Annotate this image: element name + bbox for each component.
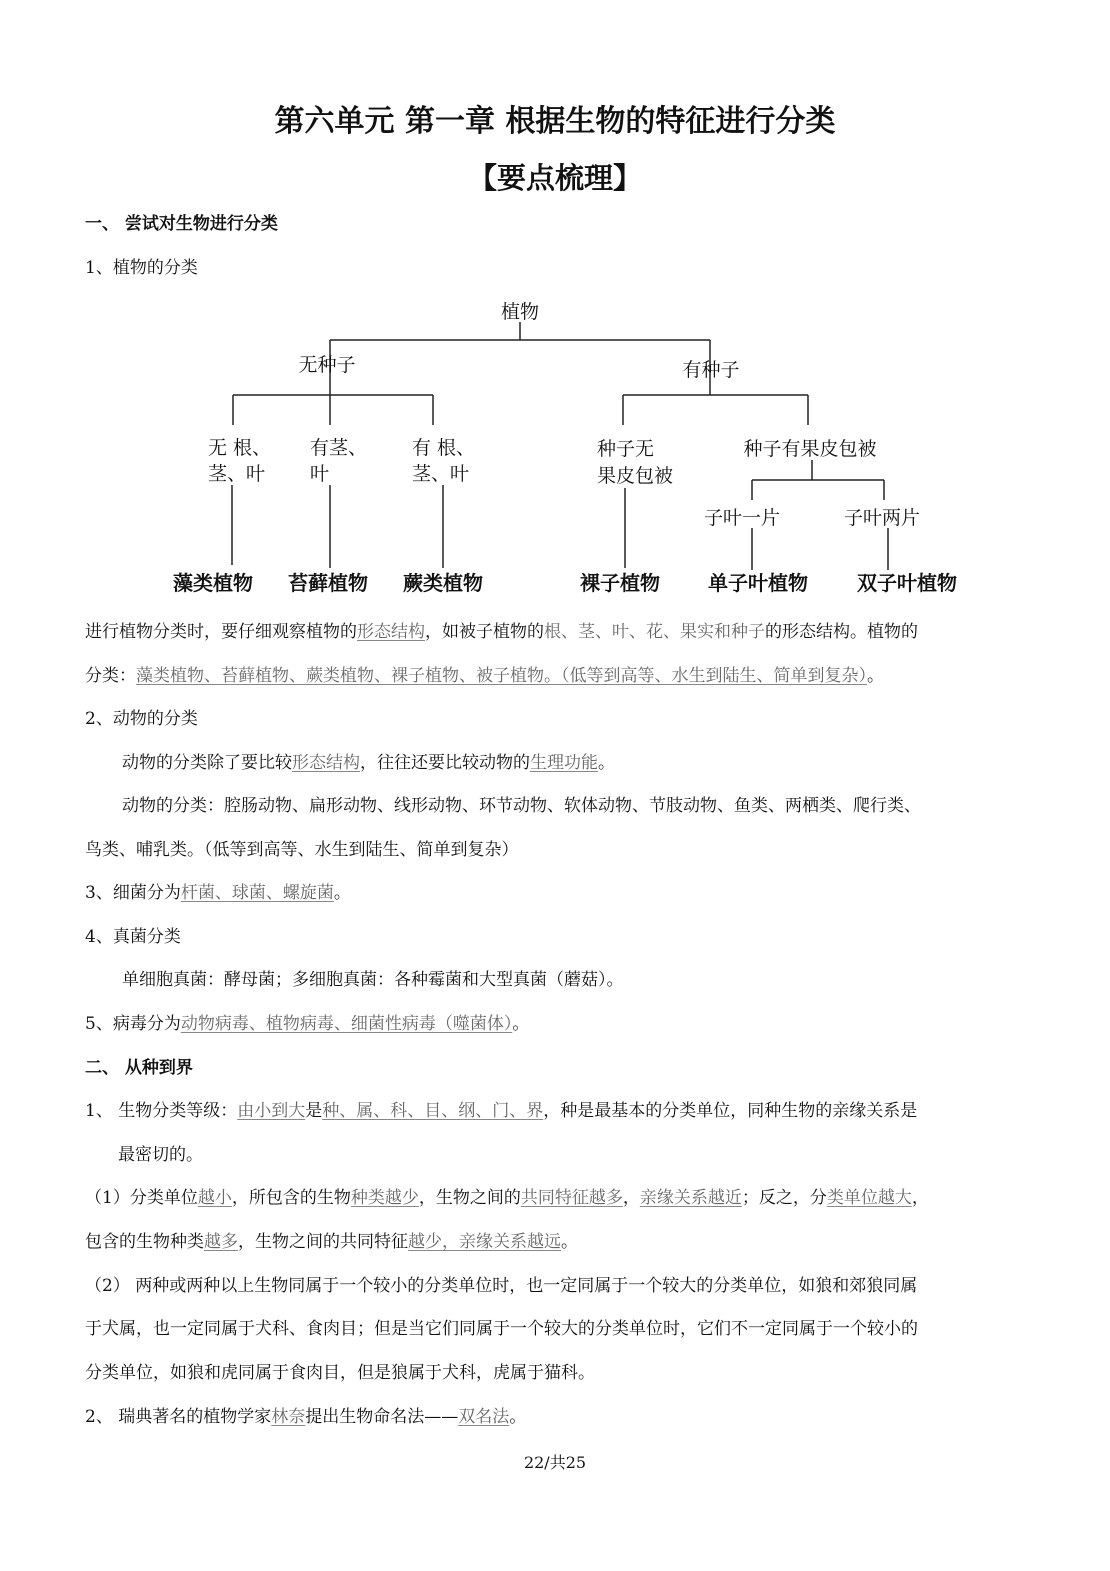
text-segment: ；反之，分 <box>741 1188 827 1208</box>
underlined-keyword: 林奈 <box>271 1407 306 1427</box>
text-segment: 动物的分类除了要比较 <box>122 753 292 773</box>
text-line <box>85 664 1045 688</box>
text-segment: 。 <box>867 666 884 686</box>
tree-connectors <box>232 322 888 570</box>
node-moss-trait: 有茎、 <box>310 437 368 459</box>
text-line <box>122 794 1082 818</box>
text-segment: 3、细菌分为 <box>85 883 181 903</box>
text-line <box>122 968 1082 992</box>
page-number: 22/共25 <box>523 1453 587 1472</box>
underlined-keyword: 类单位越大 <box>826 1188 912 1208</box>
underlined-keyword: 共同特征越多 <box>520 1188 623 1208</box>
text-segment: ，往往还要比较动物的 <box>360 753 530 773</box>
node-fern-trait: 有 根、 <box>412 437 476 459</box>
text-line <box>85 1099 1045 1123</box>
text-segment: ，如被子植物的 <box>425 622 544 642</box>
text-segment: （1）分类单位 <box>85 1188 198 1208</box>
text-line <box>85 1317 1045 1341</box>
text-line <box>85 838 1045 862</box>
text-segment: 分类： <box>85 666 136 686</box>
leaf-gymnosperm: 裸子植物 <box>580 571 660 595</box>
text-segment: ，种是最基本的分类单位，同种生物的亲缘关系是 <box>543 1101 918 1121</box>
text-segment: 单细胞真菌：酵母菌；多细胞真菌：各种霉菌和大型真菌（蘑菇）。 <box>122 970 624 990</box>
text-segment: 的形态结构。植物的 <box>765 622 918 642</box>
text-segment: 5、病毒分为 <box>85 1014 181 1034</box>
text-segment: 1、植物的分类 <box>85 258 198 278</box>
text-segment: 包含的生物种类 <box>85 1232 204 1252</box>
leaf-moss: 苔藓植物 <box>288 571 368 595</box>
underlined-keyword: 生理功能 <box>530 753 598 773</box>
text-line <box>85 1361 1045 1385</box>
underlined-keyword: 种、属、科、目、纲、门、界 <box>322 1101 544 1121</box>
text-line <box>122 751 1082 775</box>
underlined-keyword: 形态结构 <box>357 622 425 642</box>
text-line <box>85 1405 1045 1429</box>
text-segment: ，生物之间的共同特征 <box>238 1232 408 1252</box>
node-fern-trait: 茎、叶 <box>412 463 470 485</box>
node-one-cotyledon: 子叶一片 <box>703 507 781 529</box>
text-segment: 。 <box>598 753 615 773</box>
underlined-keyword: 越多 <box>204 1232 238 1252</box>
node-gymno-trait: 果皮包被 <box>597 465 674 487</box>
text-segment: 提出生物命名法—— <box>305 1407 459 1427</box>
underlined-keyword: 越小 <box>197 1188 232 1208</box>
node-seed: 有种子 <box>682 359 740 381</box>
underlined-keyword: 杆菌、球菌、螺旋菌 <box>180 883 334 903</box>
text-line <box>85 256 1045 280</box>
text-segment: 2、 瑞典著名的植物学家 <box>85 1407 272 1427</box>
leaf-fern: 蕨类植物 <box>403 571 483 595</box>
text-segment: 是 <box>305 1101 323 1121</box>
text-segment: 1、 生物分类等级： <box>85 1101 238 1121</box>
node-two-cotyledons: 子叶两片 <box>843 507 921 529</box>
text-line <box>85 1012 1045 1036</box>
text-segment: 最密切的。 <box>118 1145 203 1165</box>
text-segment: ，生物之间的 <box>418 1188 521 1208</box>
text-segment: 。 <box>333 883 351 903</box>
text-segment: ， <box>622 1188 640 1208</box>
text-line <box>85 1230 1045 1254</box>
leaf-algae: 藻类植物 <box>173 571 253 595</box>
node-algae-trait: 无 根、 <box>208 437 272 459</box>
text-line <box>85 620 1045 644</box>
text-line <box>85 212 1045 236</box>
leaf-dicot: 双子叶植物 <box>857 571 957 595</box>
plant-classification-tree <box>0 0 1110 620</box>
underlined-keyword: 动物病毒、植物病毒、细菌性病毒（噬菌体） <box>180 1014 513 1034</box>
text-line <box>85 1186 1045 1210</box>
text-segment: （2） 两种或两种以上生物同属于一个较小的分类单位时，也一定同属于一个较大的分类单位，如狼和郊狼同属 <box>85 1276 918 1296</box>
text-segment: 分类单位，如狼和虎同属于食肉目，但是狼属于犬科，虎属于猫科。 <box>85 1363 595 1383</box>
node-moss-trait: 叶 <box>310 463 330 485</box>
page-title: 第六单元 第一章 根据生物的特征进行分类 <box>274 104 836 139</box>
text-segment: 动物的分类：腔肠动物、扁形动物、线形动物、环节动物、软体动物、节肢动物、鱼类、两栖类、爬行类、 <box>122 796 921 816</box>
underlined-keyword: 双名法 <box>458 1407 510 1427</box>
text-segment: 一、 尝试对生物进行分类 <box>85 214 278 234</box>
underlined-keyword: 越少，亲缘关系越远 <box>408 1232 561 1252</box>
node-algae-trait: 茎、叶 <box>208 463 266 485</box>
text-line <box>118 1143 1078 1167</box>
text-segment: 2、动物的分类 <box>85 709 198 729</box>
text-line <box>85 1274 1045 1298</box>
text-segment: 于犬属，也一定同属于犬科、食肉目；但是当它们同属于一个较大的分类单位时，它们不一定同属于一个较小的 <box>85 1319 918 1339</box>
text-segment: ， <box>911 1188 929 1208</box>
underlined-keyword: 种类越少 <box>350 1188 419 1208</box>
text-segment: 根、茎、叶、花、果实和种子 <box>544 622 765 642</box>
text-segment: 进行植物分类时，要仔细观察植物的 <box>85 622 357 642</box>
text-line <box>85 881 1045 905</box>
text-segment: 。 <box>509 1407 527 1427</box>
underlined-keyword: 亲缘关系越近 <box>639 1188 742 1208</box>
text-segment: ，所包含的生物 <box>231 1188 351 1208</box>
underlined-keyword: 由小到大 <box>237 1101 306 1121</box>
text-segment: 二、 从种到界 <box>85 1058 193 1078</box>
underlined-keyword: 藻类植物、苔藓植物、蕨类植物、裸子植物、被子植物。（低等到高等、水生到陆生、简单到复杂） <box>136 666 867 686</box>
node-gymno-trait: 种子无 <box>597 438 655 460</box>
text-segment: 鸟类、哺乳类。（低等到高等、水生到陆生、简单到复杂） <box>85 840 519 860</box>
text-segment: 。 <box>561 1232 578 1252</box>
node-angio-trait: 种子有果皮包被 <box>743 438 877 460</box>
underlined-keyword: 形态结构 <box>292 753 360 773</box>
page-subtitle: 【要点梳理】 <box>467 161 642 195</box>
text-line <box>85 1056 1045 1080</box>
node-plant: 植物 <box>500 301 540 323</box>
text-line <box>85 925 1045 949</box>
text-segment: 4、真菌分类 <box>85 927 181 947</box>
leaf-monocot: 单子叶植物 <box>708 571 808 595</box>
text-line <box>85 707 1045 731</box>
node-no-seed: 无种子 <box>298 354 356 376</box>
text-segment: 。 <box>512 1014 530 1034</box>
